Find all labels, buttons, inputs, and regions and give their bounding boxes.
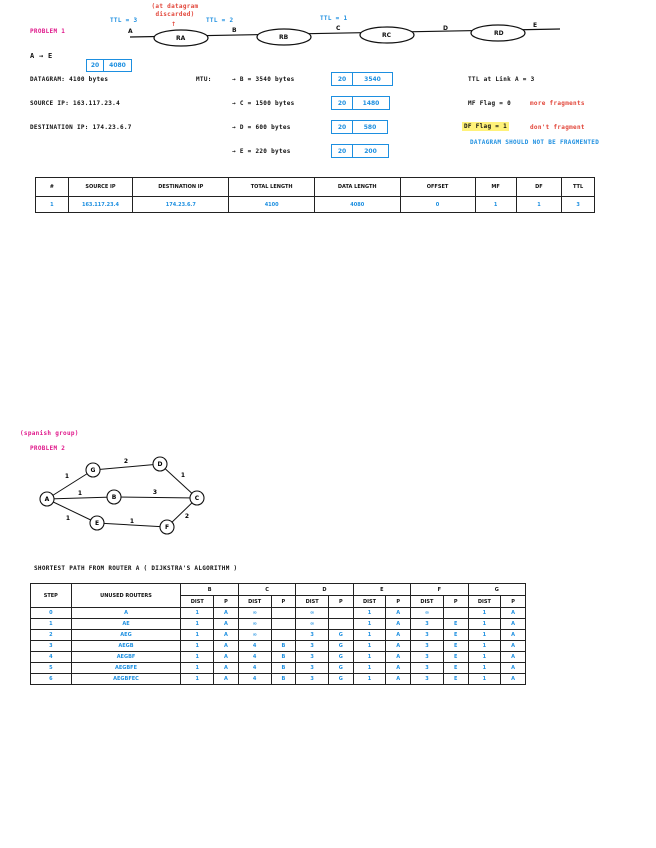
table-cell: ∞	[238, 619, 271, 630]
graph-node-b-label: B	[111, 494, 117, 501]
table-row	[31, 652, 526, 663]
table-cell: 1	[468, 663, 501, 674]
table-cell: 5	[31, 663, 72, 674]
prev-header: P	[501, 596, 526, 608]
table-cell: 4	[238, 663, 271, 674]
table-cell: 1	[181, 663, 214, 674]
table-cell: ∞	[296, 619, 329, 630]
table-cell: 3	[296, 641, 329, 652]
prev-header: P	[271, 596, 296, 608]
mtu-b: → B = 3540 bytes	[232, 76, 295, 83]
table-cell: 3	[31, 641, 72, 652]
table-cell: B	[271, 674, 296, 685]
dist-header: DIST	[296, 596, 329, 608]
table-cell: AEGB	[71, 641, 181, 652]
table-cell: 1	[468, 608, 501, 619]
table-cell: A	[501, 674, 526, 685]
router-rc-label: RC	[382, 32, 392, 39]
table-cell: 3	[296, 630, 329, 641]
ttl-a: TTL = 3	[110, 17, 138, 24]
table-cell: A	[71, 608, 181, 619]
graph-node-c-label: C	[194, 495, 200, 502]
table-cell: A	[214, 663, 239, 674]
node-d: D	[443, 25, 448, 32]
graph-node-g-label: G	[90, 467, 96, 474]
table-row: 1 163.117.23.4 174.23.6.7 4100 4080 0 1 1 3	[36, 197, 595, 213]
table-cell: B	[271, 641, 296, 652]
problem1-title: PROBLEM 1	[30, 28, 66, 35]
table-cell	[271, 630, 296, 641]
edge-weight-a-e: 1	[65, 515, 71, 522]
graph-node-d-label: D	[157, 461, 163, 468]
router-rd-label: RD	[494, 30, 504, 37]
edge-weight-a-g: 1	[64, 473, 70, 480]
table-cell: G	[328, 674, 353, 685]
table-cell: ∞	[238, 630, 271, 641]
prev-header: P	[386, 596, 411, 608]
table-row	[31, 663, 526, 674]
table-cell: 1	[468, 630, 501, 641]
node-b: B	[232, 27, 237, 34]
table-cell: B	[271, 663, 296, 674]
table-cell: 3	[296, 652, 329, 663]
mtu-box-e: 20 200	[331, 144, 389, 158]
table-cell: E	[443, 663, 468, 674]
node-c: C	[336, 25, 341, 32]
table-cell: AEG	[71, 630, 181, 641]
table-cell: E	[443, 641, 468, 652]
edge-weight-a-b: 1	[77, 490, 83, 497]
table-cell: 1	[181, 652, 214, 663]
ttl-b: TTL = 2	[206, 17, 234, 24]
table-cell: ∞	[238, 608, 271, 619]
table-cell: 3	[411, 619, 444, 630]
table-cell: 4	[238, 652, 271, 663]
edge-b-c	[114, 497, 197, 498]
table-cell: A	[386, 608, 411, 619]
table-cell	[328, 619, 353, 630]
prev-header: P	[443, 596, 468, 608]
table-cell: 6	[31, 674, 72, 685]
mtu-c: → C = 1500 bytes	[232, 100, 295, 107]
table-cell: G	[328, 663, 353, 674]
edge-weight-g-d: 2	[123, 458, 129, 465]
table-cell: 1	[353, 663, 386, 674]
table-cell: A	[501, 641, 526, 652]
graph-diagram	[30, 450, 220, 550]
group-label: (spanish group)	[20, 430, 79, 437]
table-cell: 1	[468, 619, 501, 630]
table-cell: 3	[411, 663, 444, 674]
table-row	[31, 641, 526, 652]
table-cell: A	[214, 674, 239, 685]
table-cell: 3	[411, 641, 444, 652]
table-cell: 3	[296, 663, 329, 674]
table-cell: 1	[353, 641, 386, 652]
router-rb-label: RB	[279, 34, 289, 41]
discard-arrow: ↑	[171, 21, 177, 28]
table-cell: A	[214, 630, 239, 641]
table-cell: 1	[181, 619, 214, 630]
table-cell: E	[443, 674, 468, 685]
ttl-link-a: TTL at Link A = 3	[468, 76, 535, 83]
table-cell	[328, 608, 353, 619]
table-cell: A	[386, 641, 411, 652]
df-flag: DF Flag = 1	[464, 123, 508, 130]
table-cell: B	[271, 652, 296, 663]
df-note: don't fragment	[530, 124, 585, 131]
table-cell: 1	[468, 641, 501, 652]
graph-node-e-label: E	[94, 520, 100, 527]
table-cell: AE	[71, 619, 181, 630]
ttl-c: TTL = 1	[320, 15, 348, 22]
destination-ip: DESTINATION IP: 174.23.6.7	[30, 124, 132, 131]
mtu-e: → E = 220 bytes	[232, 148, 291, 155]
dist-header: DIST	[411, 596, 444, 608]
dist-header: DIST	[238, 596, 271, 608]
dist-header: DIST	[353, 596, 386, 608]
table-cell: A	[386, 674, 411, 685]
table-cell: E	[443, 630, 468, 641]
table-cell: A	[214, 608, 239, 619]
table-cell: AEGBFE	[71, 663, 181, 674]
table-row	[31, 630, 526, 641]
table-cell: 3	[296, 674, 329, 685]
table-row	[31, 674, 526, 685]
table-cell	[271, 619, 296, 630]
edge-a-g	[47, 470, 93, 499]
table-cell: 3	[411, 652, 444, 663]
table-cell: A	[501, 652, 526, 663]
table-cell: ∞	[411, 608, 444, 619]
table-cell: 3	[411, 630, 444, 641]
table-cell: 4	[238, 641, 271, 652]
table-cell: AEGBFEC	[71, 674, 181, 685]
table-cell: A	[501, 630, 526, 641]
mf-flag: MF Flag = 0	[468, 100, 512, 107]
dist-header: DIST	[468, 596, 501, 608]
edge-a-b	[47, 497, 114, 499]
node-a: A	[128, 28, 133, 35]
table-cell: G	[328, 630, 353, 641]
edge-weight-d-c: 1	[180, 472, 186, 479]
table-cell: 1	[181, 608, 214, 619]
table-cell: 1	[468, 674, 501, 685]
table-cell: G	[328, 641, 353, 652]
table-cell: 4	[31, 652, 72, 663]
table-cell: A	[214, 641, 239, 652]
table-cell	[443, 608, 468, 619]
prev-header: P	[214, 596, 239, 608]
table-cell: 1	[181, 641, 214, 652]
dijkstra-table	[30, 583, 526, 685]
table-row	[31, 619, 526, 630]
mtu-box-b: 20 3540	[331, 72, 393, 86]
mtu-box-c: 20 1480	[331, 96, 390, 110]
graph-node-a-label: A	[44, 496, 50, 503]
prev-header: P	[328, 596, 353, 608]
table-cell: A	[501, 663, 526, 674]
table-cell: E	[443, 619, 468, 630]
mtu-box-d: 20 580	[331, 120, 388, 134]
node-e: E	[533, 22, 538, 29]
table-cell: E	[443, 652, 468, 663]
dist-header: DIST	[181, 596, 214, 608]
edge-weight-e-f: 1	[129, 518, 135, 525]
problem2-title: PROBLEM 2	[30, 445, 66, 452]
mf-note: more fragments	[530, 100, 585, 107]
table-cell: 3	[411, 674, 444, 685]
table-cell: 1	[31, 619, 72, 630]
table-cell: ∞	[296, 608, 329, 619]
table-cell: 1	[353, 608, 386, 619]
table-cell: 1	[181, 674, 214, 685]
edge-weight-f-c: 2	[184, 513, 190, 520]
source-ip: SOURCE IP: 163.117.23.4	[30, 100, 120, 107]
mtu-label: MTU:	[196, 76, 212, 83]
router-ra-label: RA	[176, 35, 186, 42]
dijkstra-header-groups: STEP UNUSED ROUTERS B C D E F G	[31, 584, 526, 596]
df-result: DATAGRAM SHOULD NOT BE FRAGMENTED	[470, 139, 600, 146]
table-cell	[271, 608, 296, 619]
table-cell: A	[214, 619, 239, 630]
table-cell: AEGBF	[71, 652, 181, 663]
route-label: A → E	[30, 52, 53, 60]
fragment-table	[35, 177, 595, 213]
table-cell: A	[501, 619, 526, 630]
table-cell: 2	[31, 630, 72, 641]
header-box: 20 4080	[86, 59, 132, 72]
table-cell: 1	[353, 619, 386, 630]
mtu-d: → D = 600 bytes	[232, 124, 291, 131]
discard-note: (at datagram discarded)	[151, 3, 199, 18]
table-cell: A	[386, 630, 411, 641]
fragment-table-header: # SOURCE IP DESTINATION IP TOTAL LENGTH DATA LENGTH OFFSET MF DF TTL	[36, 178, 595, 197]
edge-a-e	[47, 499, 97, 523]
dijkstra-caption: SHORTEST PATH FROM ROUTER A ( DIJKSTRA'S ALGORITHM )	[34, 565, 238, 572]
table-cell: 1	[353, 630, 386, 641]
table-cell: G	[328, 652, 353, 663]
table-cell: 0	[31, 608, 72, 619]
graph-node-f-label: F	[164, 524, 170, 531]
table-cell: 1	[353, 674, 386, 685]
datagram-size: DATAGRAM: 4100 bytes	[30, 76, 109, 83]
table-cell: A	[501, 608, 526, 619]
table-cell: 1	[181, 630, 214, 641]
table-cell: A	[214, 652, 239, 663]
edge-weight-b-c: 3	[152, 489, 158, 496]
table-cell: 1	[468, 652, 501, 663]
table-cell: 4	[238, 674, 271, 685]
table-cell: A	[386, 663, 411, 674]
table-cell: A	[386, 652, 411, 663]
table-row	[31, 608, 526, 619]
table-cell: 1	[353, 652, 386, 663]
table-cell: A	[386, 619, 411, 630]
